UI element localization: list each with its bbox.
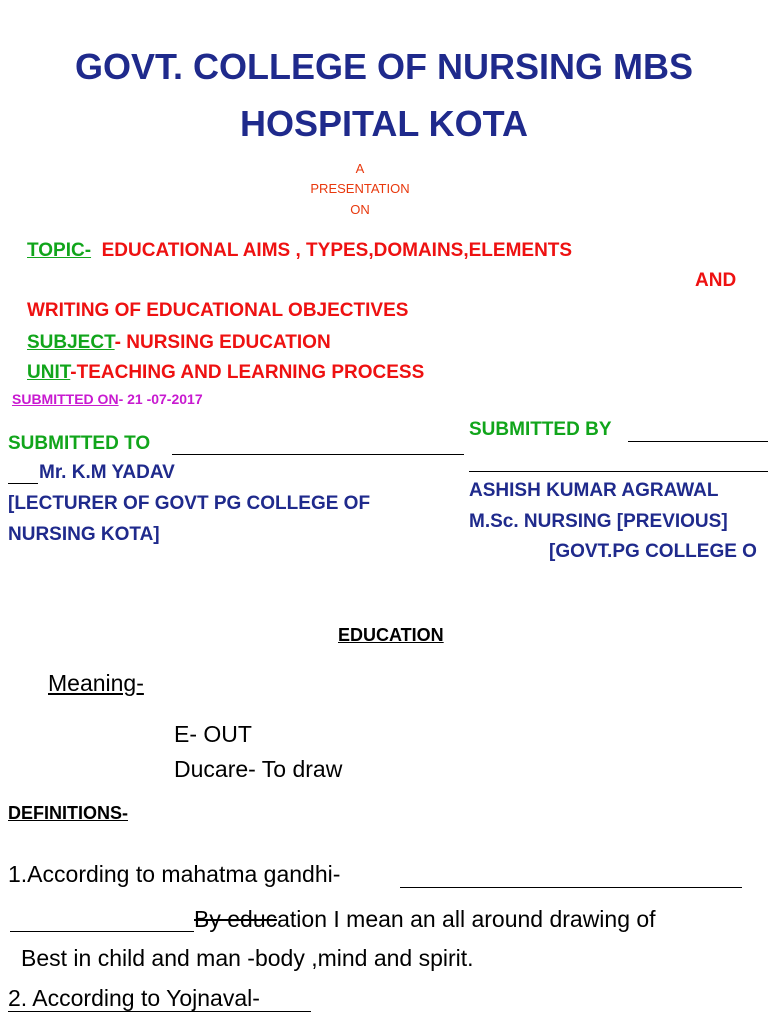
topic-line2: WRITING OF EDUCATIONAL OBJECTIVES xyxy=(27,300,409,321)
page-title-line2: HOSPITAL KOTA xyxy=(240,103,528,144)
subject-line xyxy=(27,332,331,354)
definition-1-heading: 1.According to mahatma gandhi- xyxy=(8,861,341,887)
presentation-a: A xyxy=(355,161,365,176)
definitions-heading: DEFINITIONS- xyxy=(8,803,128,823)
definition-1-rule xyxy=(400,887,742,888)
presentation-label: PRESENTATION xyxy=(310,181,410,196)
topic-label: TOPIC- xyxy=(27,240,92,261)
education-heading: EDUCATION xyxy=(338,625,444,645)
submitted-on-date: - 21 -07-2017 xyxy=(118,391,203,407)
submitted-by-rule xyxy=(628,441,768,442)
submitted-by-name: ASHISH KUMAR AGRAWAL xyxy=(469,480,719,501)
subject-text: - NURSING EDUCATION xyxy=(114,332,331,353)
submitted-by-college: [GOVT.PG COLLEGE O xyxy=(549,541,757,562)
definition-2-rule xyxy=(8,1011,311,1012)
definition-1-text xyxy=(194,906,656,933)
topic-and: AND xyxy=(695,270,737,291)
definition-1-text-rule xyxy=(10,931,194,932)
unit-text: -TEACHING AND LEARNING PROCESS xyxy=(70,362,425,383)
submitted-to-rule xyxy=(172,454,464,455)
submitted-to-name: Mr. K.M YADAV xyxy=(39,462,175,483)
subject-label: SUBJECT xyxy=(27,332,115,353)
definition-2-heading: 2. According to Yojnaval- xyxy=(8,985,260,1011)
submitted-by-label: SUBMITTED BY xyxy=(469,419,612,440)
unit-label: UNIT xyxy=(27,362,71,383)
meaning-label: Meaning- xyxy=(48,670,144,696)
unit-line xyxy=(27,362,424,384)
topic-line xyxy=(27,240,572,262)
submitted-by-rule-2 xyxy=(469,471,768,472)
definition-1-text-line2: Best in child and man -body ,mind and spirit. xyxy=(21,945,474,971)
presentation-on: ON xyxy=(350,202,370,217)
page-title-line1: GOVT. COLLEGE OF NURSING MBS xyxy=(74,46,694,87)
topic-text: EDUCATIONAL AIMS , TYPES,DOMAINS,ELEMENTS xyxy=(101,240,573,261)
submitted-to-name-rule xyxy=(8,483,38,484)
submitted-to-title-line1: [LECTURER OF GOVT PG COLLEGE OF xyxy=(8,493,371,514)
meaning-ducare: Ducare- To draw xyxy=(174,756,343,782)
submitted-on-label: SUBMITTED ON xyxy=(12,391,119,407)
submitted-to-label: SUBMITTED TO xyxy=(8,433,151,454)
meaning-e: E- OUT xyxy=(174,721,252,747)
definition-1-text-struck: By educ xyxy=(194,906,278,932)
definition-1-text-rest: ation I mean an all around drawing of xyxy=(277,906,656,932)
submitted-on-line xyxy=(12,391,203,407)
submitted-to-title-line2: NURSING KOTA] xyxy=(8,524,160,545)
submitted-by-degree: M.Sc. NURSING [PREVIOUS] xyxy=(469,511,728,532)
